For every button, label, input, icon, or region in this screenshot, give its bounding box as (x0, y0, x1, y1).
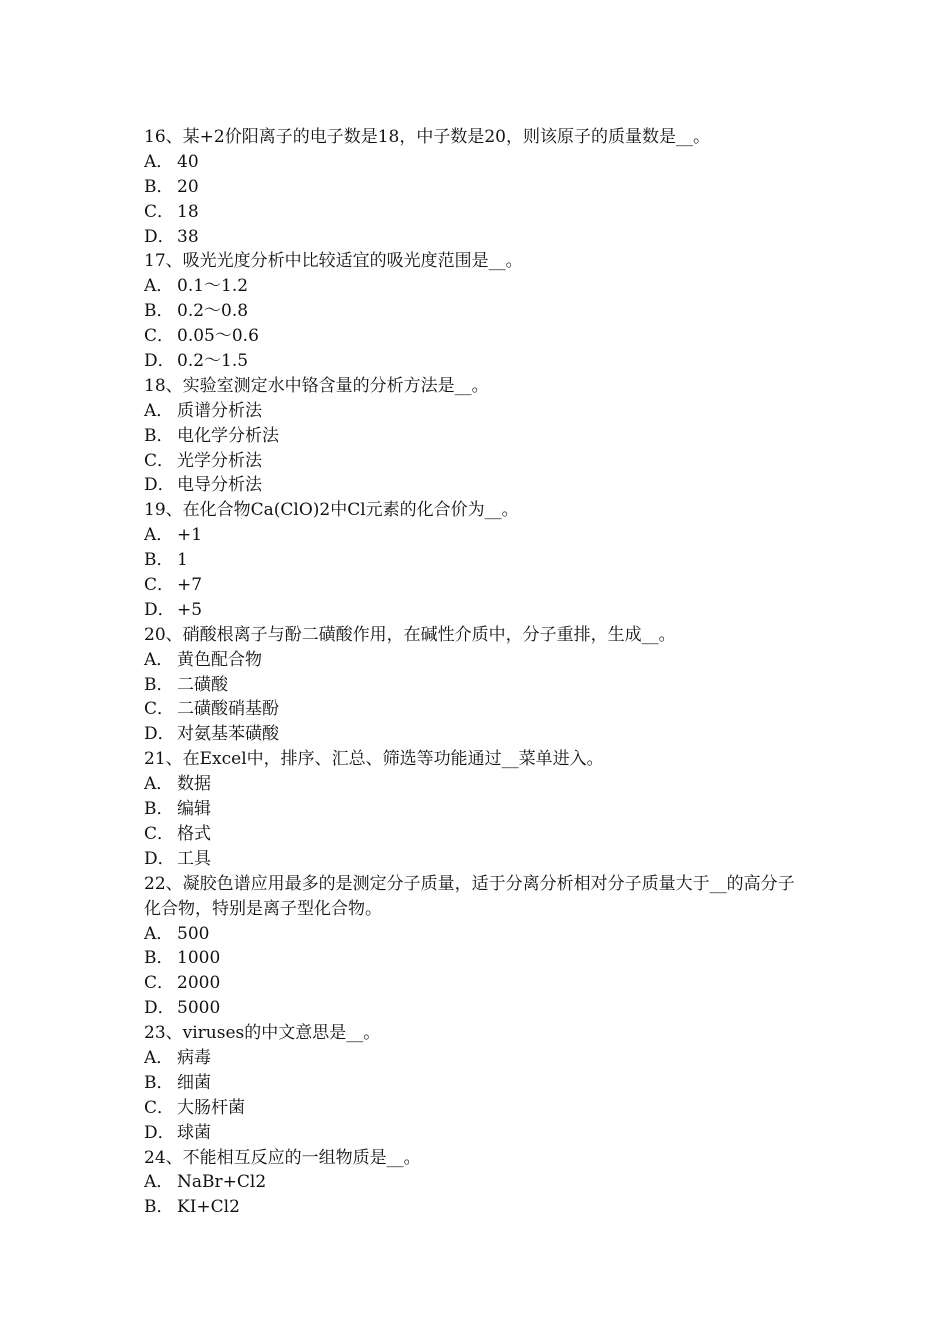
question-23 (144, 1021, 810, 1145)
option-text: 质谱分析法 (177, 400, 262, 421)
question-text: 24、不能相互反应的一组物质是__。 (144, 1147, 421, 1168)
option-d (144, 1121, 810, 1146)
option-c (144, 449, 810, 474)
option-letter: C． (144, 326, 175, 347)
option-letter: D． (144, 351, 175, 372)
option-text: 光学分析法 (177, 450, 262, 471)
option-letter: B． (144, 799, 174, 820)
option-letter: B． (144, 301, 174, 322)
option-d (144, 722, 810, 747)
option-text: +1 (177, 525, 203, 546)
option-text: 病毒 (177, 1047, 211, 1068)
option-text: 500 (177, 923, 210, 944)
option-letter: C． (144, 973, 175, 994)
option-b (144, 797, 810, 822)
option-text: +5 (177, 599, 203, 620)
option-text: 40 (177, 151, 199, 172)
option-letter: A． (144, 525, 174, 546)
option-b (144, 299, 810, 324)
option-letter: A． (144, 1047, 174, 1068)
option-a (144, 922, 810, 947)
option-d (144, 349, 810, 374)
option-text: 0.1～1.2 (177, 276, 249, 297)
option-letter: D． (144, 475, 175, 496)
option-text: 数据 (177, 774, 211, 795)
option-letter: C． (144, 201, 175, 222)
option-d (144, 598, 810, 623)
option-c (144, 697, 810, 722)
option-c (144, 573, 810, 598)
option-a (144, 648, 810, 673)
option-b (144, 673, 810, 698)
option-a (144, 1046, 810, 1071)
option-text: 2000 (177, 973, 221, 994)
option-text: 1000 (177, 948, 221, 969)
option-letter: D． (144, 1122, 175, 1143)
option-letter: B． (144, 1072, 174, 1093)
option-text: 18 (177, 201, 199, 222)
option-c (144, 1096, 810, 1121)
option-letter: C． (144, 1097, 175, 1118)
option-b (144, 424, 810, 449)
option-text: 黄色配合物 (177, 649, 262, 670)
question-19 (144, 498, 810, 622)
option-text: 1 (177, 550, 188, 571)
option-a (144, 274, 810, 299)
option-letter: D． (144, 226, 175, 247)
option-letter: A． (144, 400, 174, 421)
option-text: 编辑 (177, 799, 211, 820)
option-text: 20 (177, 176, 199, 197)
option-letter: B． (144, 948, 174, 969)
option-letter: D． (144, 848, 175, 869)
question-text: 18、实验室测定水中铬含量的分析方法是__。 (144, 375, 489, 396)
option-text: 格式 (177, 823, 211, 844)
question-18 (144, 374, 810, 498)
option-letter: B． (144, 425, 174, 446)
document-page (144, 125, 810, 1220)
option-text: 0.2～0.8 (177, 301, 249, 322)
option-b (144, 1071, 810, 1096)
question-21 (144, 747, 810, 871)
question-text: 20、硝酸根离子与酚二磺酸作用，在碱性介质中，分子重排，生成__。 (144, 624, 676, 645)
question-text: 22、凝胶色谱应用最多的是测定分子质量，适于分离分析相对分子质量大于__的高分子化合物，特别是离子型化合物。 (144, 873, 795, 919)
question-17 (144, 249, 810, 373)
option-c (144, 324, 810, 349)
option-text: 球菌 (177, 1122, 211, 1143)
option-letter: D． (144, 599, 175, 620)
option-text: 细菌 (177, 1072, 211, 1093)
option-text: 二磺酸硝基酚 (177, 699, 279, 720)
option-a (144, 523, 810, 548)
option-letter: A． (144, 649, 174, 670)
question-text: 16、某+2价阳离子的电子数是18，中子数是20，则该原子的质量数是__。 (144, 127, 710, 147)
option-text: 38 (177, 226, 199, 247)
option-text: 工具 (177, 848, 211, 869)
option-letter: C． (144, 575, 175, 596)
option-letter: B． (144, 176, 174, 197)
option-text: 0.2～1.5 (177, 351, 249, 372)
option-text: 电导分析法 (177, 475, 262, 496)
question-20 (144, 623, 810, 747)
question-text: 17、吸光光度分析中比较适宜的吸光度范围是__。 (144, 251, 523, 272)
option-letter: D． (144, 998, 175, 1019)
option-letter: D． (144, 724, 175, 745)
option-c (144, 822, 810, 847)
option-letter: C． (144, 823, 175, 844)
option-text: KI+Cl2 (177, 1197, 240, 1218)
option-a (144, 1170, 810, 1195)
option-letter: C． (144, 699, 175, 720)
option-b (144, 548, 810, 573)
option-letter: B． (144, 1197, 174, 1218)
option-text: 电化学分析法 (177, 425, 279, 446)
option-text: 0.05～0.6 (177, 326, 259, 347)
question-text: 21、在Excel中，排序、汇总、筛选等功能通过__菜单进入。 (144, 749, 604, 770)
option-b (144, 175, 810, 200)
question-text: 19、在化合物Ca(ClO)2中Cl元素的化合价为__。 (144, 500, 519, 521)
option-letter: A． (144, 151, 174, 172)
question-24 (144, 1146, 810, 1221)
option-d (144, 996, 810, 1021)
option-letter: B． (144, 550, 174, 571)
option-a (144, 772, 810, 797)
option-a (144, 399, 810, 424)
option-text: NaBr+Cl2 (177, 1172, 267, 1193)
question-22 (144, 872, 810, 1021)
question-text: 23、viruses的中文意思是__。 (144, 1023, 381, 1044)
option-d (144, 225, 810, 250)
option-letter: A． (144, 923, 174, 944)
option-b (144, 1195, 810, 1220)
option-text: +7 (177, 575, 203, 596)
option-a (144, 150, 810, 175)
option-letter: B． (144, 674, 174, 695)
option-letter: A． (144, 276, 174, 297)
option-letter: A． (144, 774, 174, 795)
option-d (144, 847, 810, 872)
option-text: 大肠杆菌 (177, 1097, 245, 1118)
option-text: 5000 (177, 998, 221, 1019)
option-b (144, 946, 810, 971)
option-letter: A． (144, 1172, 174, 1193)
option-text: 二磺酸 (177, 674, 228, 695)
option-d (144, 473, 810, 498)
option-c (144, 971, 810, 996)
option-text: 对氨基苯磺酸 (177, 724, 279, 745)
option-c (144, 200, 810, 225)
question-16 (144, 125, 810, 249)
option-letter: C． (144, 450, 175, 471)
